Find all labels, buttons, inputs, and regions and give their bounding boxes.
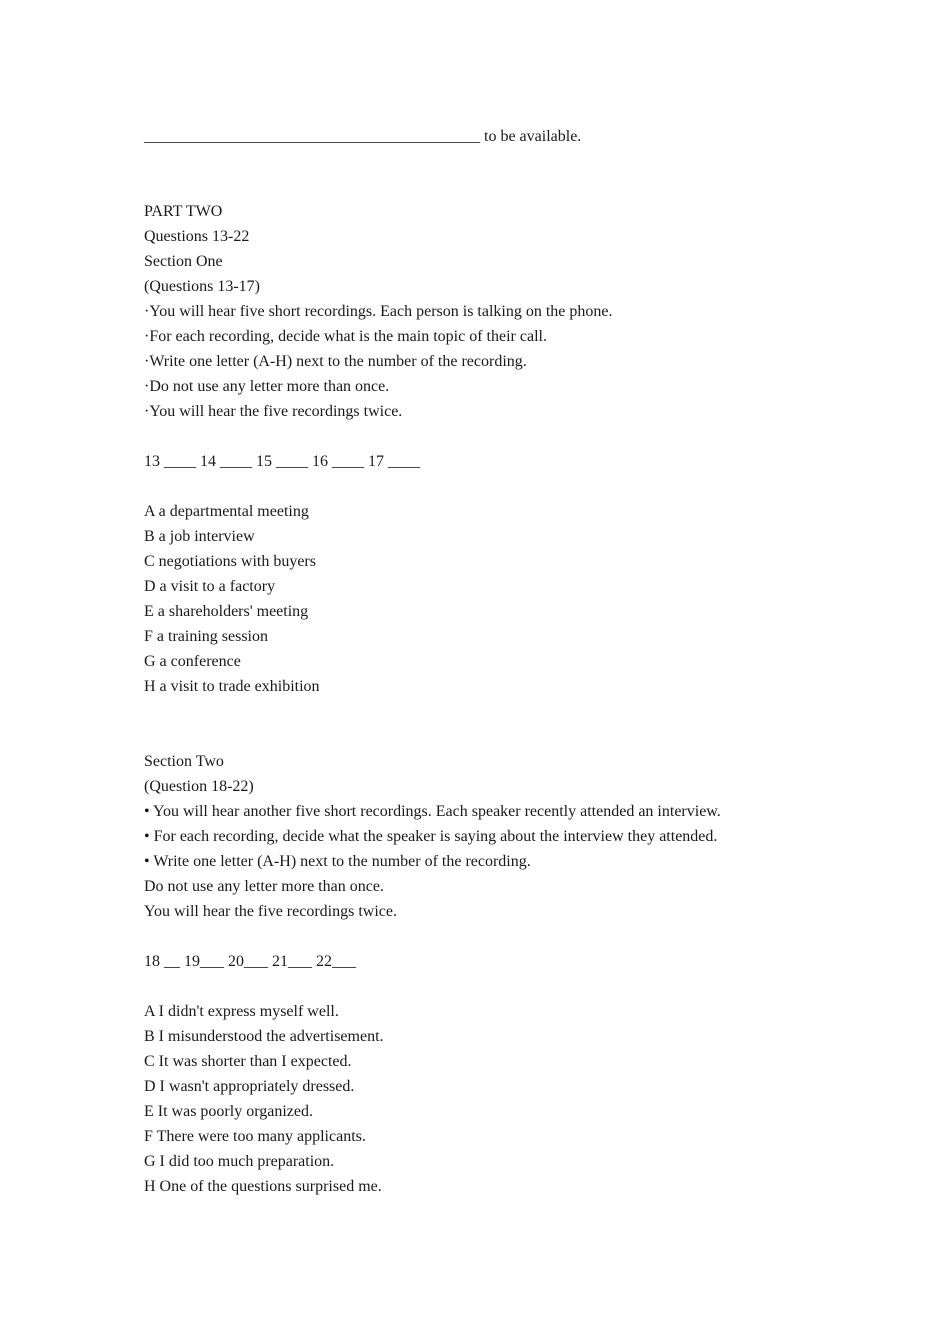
blank-underline: __________________________________________: [144, 128, 480, 145]
section-two-instruction: • Write one letter (A-H) next to the number of the recording.: [144, 853, 531, 870]
section-one-subtitle: (Questions 13-17): [144, 278, 260, 295]
section-one-answer-line: 13 ____ 14 ____ 15 ____ 16 ____ 17 ____: [144, 453, 420, 470]
section-one-instruction: ·You will hear five short recordings. Each person is talking on the phone.: [144, 303, 613, 320]
questions-range: Questions 13-22: [144, 228, 250, 245]
section-two-option: D I wasn't appropriately dressed.: [144, 1078, 355, 1095]
section-two-subtitle: (Question 18-22): [144, 778, 254, 795]
section-two-instruction: You will hear the five recordings twice.: [144, 903, 397, 920]
section-one-instruction: ·For each recording, decide what is the main topic of their call.: [144, 328, 547, 345]
section-two-option: E It was poorly organized.: [144, 1103, 313, 1120]
section-two-option: C It was shorter than I expected.: [144, 1053, 352, 1070]
section-one-option: A a departmental meeting: [144, 503, 309, 520]
section-one-option: D a visit to a factory: [144, 578, 276, 595]
answer-blank-line: [144, 124, 864, 149]
section-two-answer-line: 18 __ 19___ 20___ 21___ 22___: [144, 953, 356, 970]
section-two-title: Section Two: [144, 753, 224, 770]
section-one-option: F a training session: [144, 628, 268, 645]
section-one-option: G a conference: [144, 653, 241, 670]
document-page: [144, 124, 864, 1199]
section-two-option: B I misunderstood the advertisement.: [144, 1028, 384, 1045]
section-one-title: Section One: [144, 253, 223, 270]
section-one-option: B a job interview: [144, 528, 255, 545]
section-two-option: F There were too many applicants.: [144, 1128, 366, 1145]
section-one-option: H a visit to trade exhibition: [144, 678, 320, 695]
section-two-option: H One of the questions surprised me.: [144, 1178, 382, 1195]
section-one-instruction: ·Do not use any letter more than once.: [144, 378, 390, 395]
section-one-instruction: ·Write one letter (A-H) next to the number of the recording.: [144, 353, 527, 370]
section-one-option: C negotiations with buyers: [144, 553, 316, 570]
section-two-instruction: • For each recording, decide what the speaker is saying about the interview they attended.: [144, 828, 718, 845]
section-one-option: E a shareholders' meeting: [144, 603, 309, 620]
section-one-instruction: ·You will hear the five recordings twice.: [144, 403, 403, 420]
blank-trailing-text: to be available.: [480, 128, 582, 145]
section-two-option: G I did too much preparation.: [144, 1153, 335, 1170]
part-title: PART TWO: [144, 203, 223, 220]
section-two-option: A I didn't express myself well.: [144, 1003, 339, 1020]
section-two-instruction: Do not use any letter more than once.: [144, 878, 384, 895]
section-two-instruction: • You will hear another five short recordings. Each speaker recently attended an interview.: [144, 803, 721, 820]
